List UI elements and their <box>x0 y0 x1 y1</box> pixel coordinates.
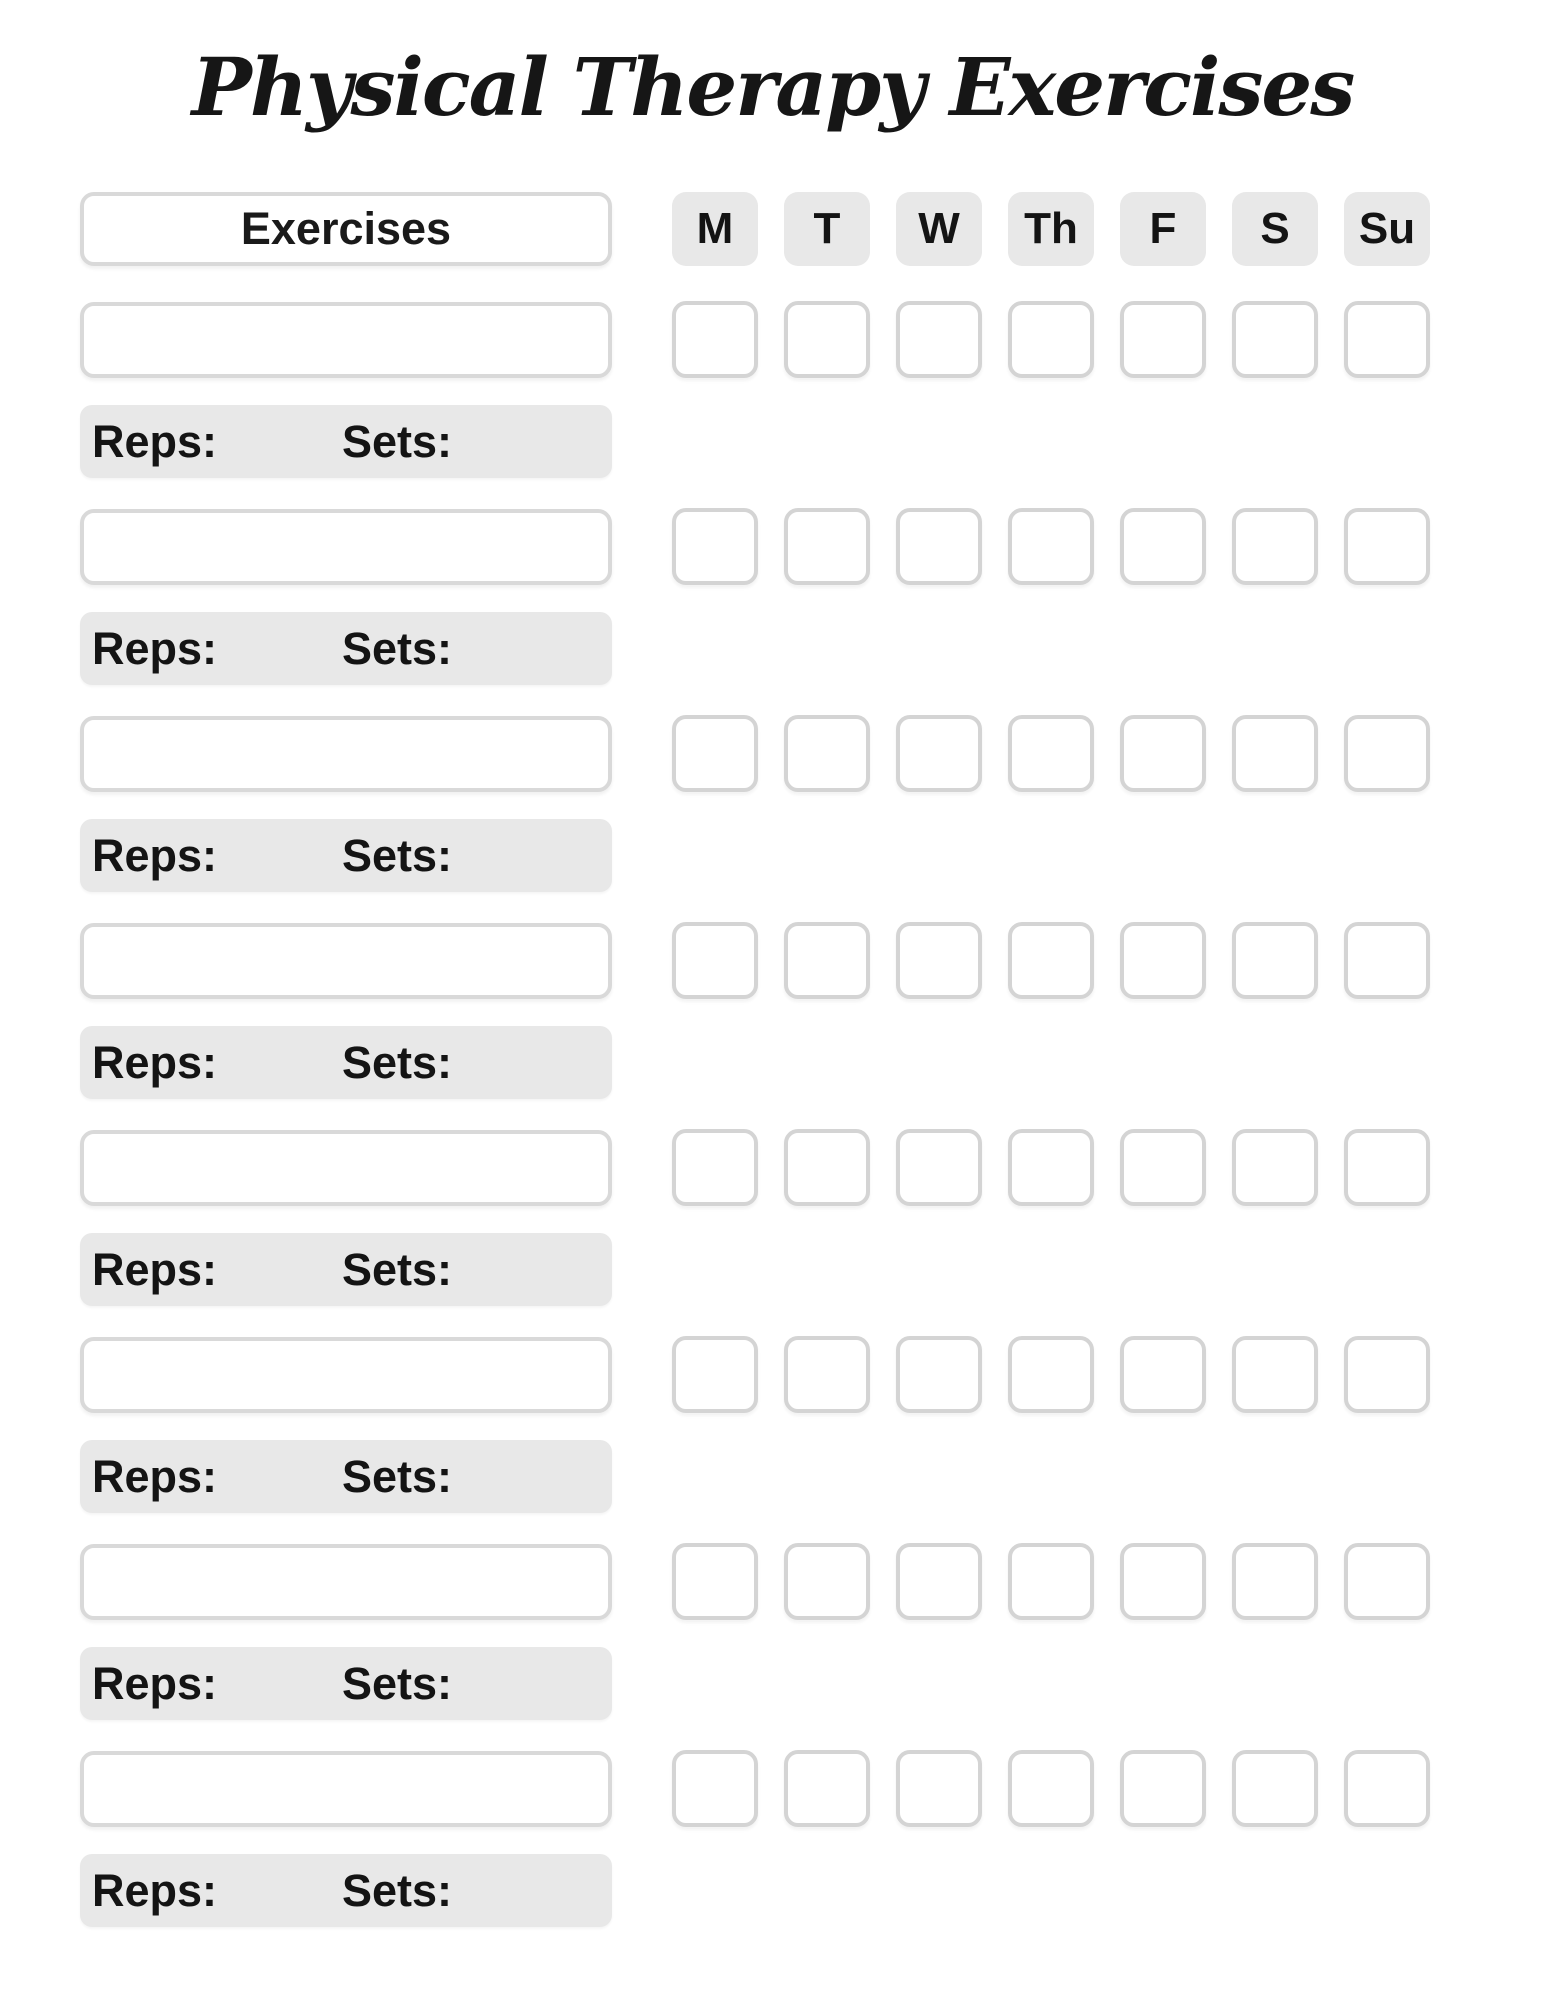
checkbox-thursday[interactable] <box>1008 1336 1094 1413</box>
checkbox-tuesday[interactable] <box>784 1750 870 1827</box>
reps-label: Reps: <box>92 623 218 674</box>
reps-sets-bar <box>80 1647 612 1720</box>
exercise-name-input[interactable] <box>80 509 612 585</box>
checkbox-row <box>672 1543 1430 1620</box>
checkbox-tuesday[interactable] <box>784 1129 870 1206</box>
exercise-name-input[interactable] <box>80 923 612 999</box>
exercise-name-input[interactable] <box>80 1544 612 1620</box>
checkbox-sunday[interactable] <box>1344 1750 1430 1827</box>
reps-sets-bar <box>80 819 612 892</box>
checkbox-saturday[interactable] <box>1232 922 1318 999</box>
sets-label: Sets: <box>342 1865 453 1916</box>
checkbox-tuesday[interactable] <box>784 1543 870 1620</box>
checkbox-tuesday[interactable] <box>784 715 870 792</box>
checkbox-sunday[interactable] <box>1344 715 1430 792</box>
reps-sets-bar <box>80 1440 612 1513</box>
checkbox-saturday[interactable] <box>1232 301 1318 378</box>
sets-label: Sets: <box>342 1037 453 1088</box>
checkbox-thursday[interactable] <box>1008 1129 1094 1206</box>
sets-label: Sets: <box>342 1244 453 1295</box>
checkbox-friday[interactable] <box>1120 922 1206 999</box>
checkbox-row <box>672 715 1430 792</box>
checkbox-wednesday[interactable] <box>896 922 982 999</box>
exercise-name-input[interactable] <box>80 1337 612 1413</box>
day-header-row <box>672 192 1430 266</box>
checkbox-wednesday[interactable] <box>896 715 982 792</box>
exercises-header-label: Exercises <box>240 203 452 254</box>
day-header-saturday: S <box>1232 192 1318 266</box>
sets-label: Sets: <box>342 830 453 881</box>
checkbox-monday[interactable] <box>672 1336 758 1413</box>
checkbox-wednesday[interactable] <box>896 1543 982 1620</box>
checkbox-row <box>672 1129 1430 1206</box>
reps-sets-bar <box>80 1854 612 1927</box>
checkbox-friday[interactable] <box>1120 301 1206 378</box>
checkbox-monday[interactable] <box>672 922 758 999</box>
reps-label: Reps: <box>92 1865 218 1916</box>
day-header-tuesday: T <box>784 192 870 266</box>
checkbox-friday[interactable] <box>1120 508 1206 585</box>
checkbox-row <box>672 922 1430 999</box>
checkbox-tuesday[interactable] <box>784 301 870 378</box>
checkbox-row <box>672 508 1430 585</box>
day-header-friday: F <box>1120 192 1206 266</box>
sets-label: Sets: <box>342 416 453 467</box>
reps-sets-bar <box>80 1026 612 1099</box>
checkbox-wednesday[interactable] <box>896 1129 982 1206</box>
exercise-name-input[interactable] <box>80 716 612 792</box>
exercises-column-header <box>80 192 612 266</box>
checkbox-thursday[interactable] <box>1008 1750 1094 1827</box>
reps-label: Reps: <box>92 1658 218 1709</box>
checkbox-thursday[interactable] <box>1008 301 1094 378</box>
sets-label: Sets: <box>342 1658 453 1709</box>
checkbox-wednesday[interactable] <box>896 1750 982 1827</box>
sets-label: Sets: <box>342 1451 453 1502</box>
checkbox-wednesday[interactable] <box>896 508 982 585</box>
checkbox-sunday[interactable] <box>1344 1129 1430 1206</box>
checkbox-tuesday[interactable] <box>784 1336 870 1413</box>
checkbox-tuesday[interactable] <box>784 508 870 585</box>
checkbox-row <box>672 1750 1430 1827</box>
checkbox-friday[interactable] <box>1120 1129 1206 1206</box>
checkbox-monday[interactable] <box>672 1750 758 1827</box>
checkbox-saturday[interactable] <box>1232 1750 1318 1827</box>
day-header-wednesday: W <box>896 192 982 266</box>
exercise-name-input[interactable] <box>80 302 612 378</box>
reps-label: Reps: <box>92 1451 218 1502</box>
checkbox-monday[interactable] <box>672 1129 758 1206</box>
reps-label: Reps: <box>92 1037 218 1088</box>
exercise-name-input[interactable] <box>80 1751 612 1827</box>
checkbox-saturday[interactable] <box>1232 1543 1318 1620</box>
checkbox-monday[interactable] <box>672 508 758 585</box>
checkbox-sunday[interactable] <box>1344 508 1430 585</box>
day-header-sunday: Su <box>1344 192 1430 266</box>
checkbox-saturday[interactable] <box>1232 1129 1318 1206</box>
day-header-thursday: Th <box>1008 192 1094 266</box>
checkbox-monday[interactable] <box>672 1543 758 1620</box>
checkbox-friday[interactable] <box>1120 1750 1206 1827</box>
checkbox-friday[interactable] <box>1120 715 1206 792</box>
reps-sets-bar <box>80 405 612 478</box>
day-header-monday: M <box>672 192 758 266</box>
checkbox-row <box>672 1336 1430 1413</box>
checkbox-sunday[interactable] <box>1344 922 1430 999</box>
reps-sets-bar <box>80 1233 612 1306</box>
checkbox-row <box>672 301 1430 378</box>
checkbox-thursday[interactable] <box>1008 1543 1094 1620</box>
checkbox-saturday[interactable] <box>1232 508 1318 585</box>
checkbox-friday[interactable] <box>1120 1336 1206 1413</box>
checkbox-wednesday[interactable] <box>896 1336 982 1413</box>
exercise-name-input[interactable] <box>80 1130 612 1206</box>
checkbox-sunday[interactable] <box>1344 1543 1430 1620</box>
page-title: Physical Therapy Exercises <box>191 40 1354 134</box>
checkbox-tuesday[interactable] <box>784 922 870 999</box>
sets-label: Sets: <box>342 623 453 674</box>
reps-label: Reps: <box>92 416 218 467</box>
reps-sets-bar <box>80 612 612 685</box>
checkbox-saturday[interactable] <box>1232 715 1318 792</box>
checkbox-sunday[interactable] <box>1344 301 1430 378</box>
reps-label: Reps: <box>92 1244 218 1295</box>
checkbox-thursday[interactable] <box>1008 922 1094 999</box>
checkbox-saturday[interactable] <box>1232 1336 1318 1413</box>
reps-label: Reps: <box>92 830 218 881</box>
checkbox-friday[interactable] <box>1120 1543 1206 1620</box>
checkbox-sunday[interactable] <box>1344 1336 1430 1413</box>
checkbox-thursday[interactable] <box>1008 715 1094 792</box>
checkbox-thursday[interactable] <box>1008 508 1094 585</box>
checkbox-monday[interactable] <box>672 301 758 378</box>
checkbox-monday[interactable] <box>672 715 758 792</box>
checkbox-wednesday[interactable] <box>896 301 982 378</box>
